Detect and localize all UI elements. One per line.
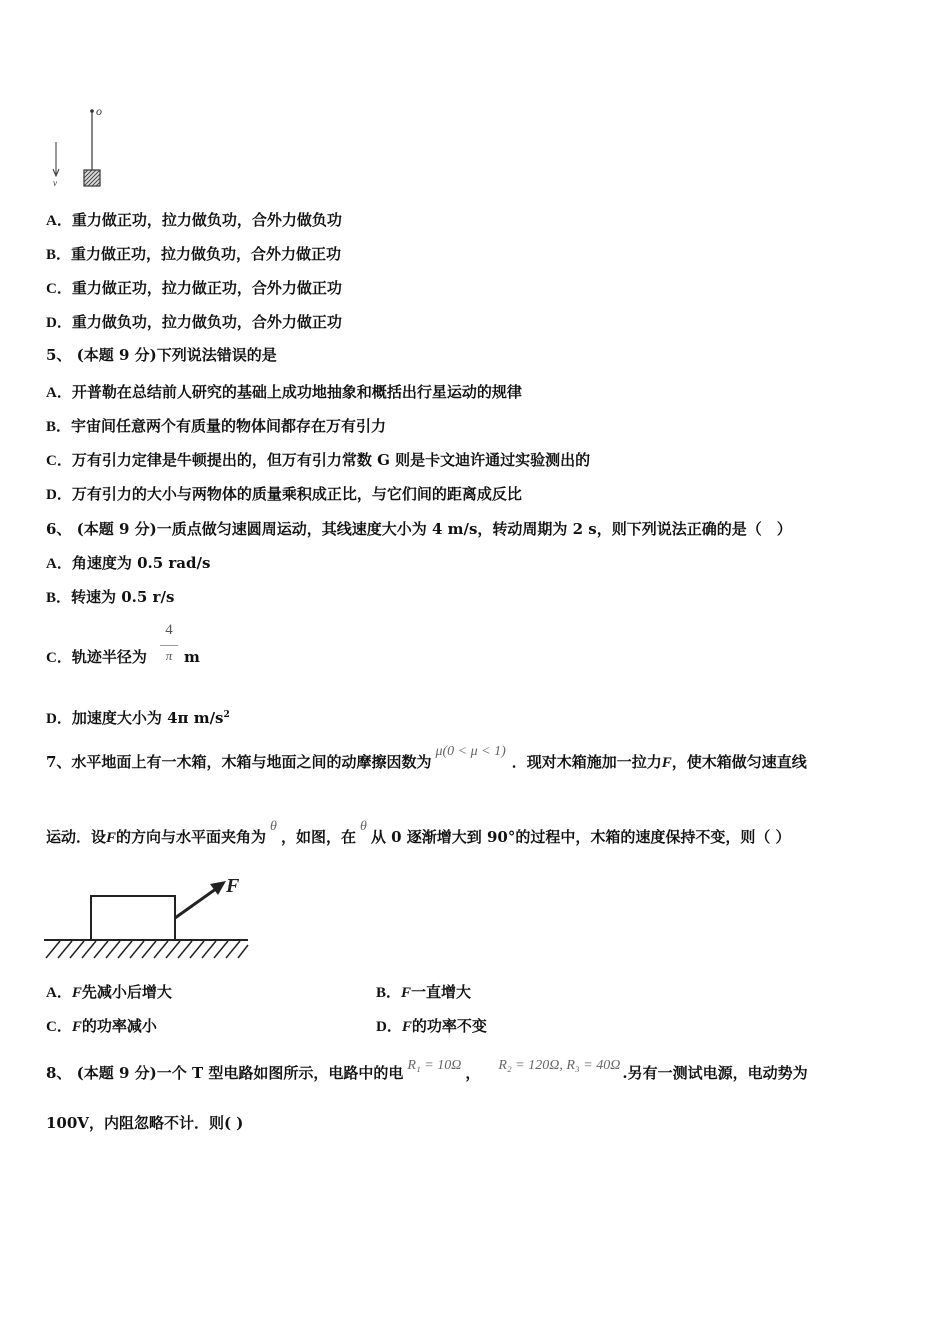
- q6-stem: 6、 (本题 9 分)一质点做匀速圆周运动，其线速度大小为 4 m/s，转动周期为 2 s，则下列说法正确的是（ ）: [46, 520, 792, 538]
- q7-option-c[interactable]: C．F的功率减小: [46, 1017, 157, 1035]
- pivot-label: o: [96, 104, 102, 118]
- q7-option-b[interactable]: B．F一直增大: [376, 983, 472, 1001]
- radius-fraction-bar: [160, 645, 178, 646]
- force-label: F: [226, 875, 240, 897]
- q4-option-a[interactable]: A．重力做正功，拉力做负功，合外力做负功: [46, 211, 342, 229]
- q6-option-b[interactable]: B．转速为 0.5 r/s: [46, 588, 175, 606]
- velocity-label: v: [53, 178, 57, 188]
- resistor-r2-r3-values: R₂ = 120Ω, R₃ = 40Ω: [498, 1058, 621, 1073]
- q6-option-a[interactable]: A．角速度为 0.5 rad/s: [46, 554, 211, 572]
- force-arrow: [175, 886, 220, 918]
- q7-option-a[interactable]: A．F先减小后增大: [46, 983, 172, 1001]
- q5-stem: 5、 (本题 9 分)下列说法错误的是: [46, 346, 277, 364]
- ground-hatching: [46, 941, 248, 958]
- q5-option-c[interactable]: C．万有引力定律是牛顿提出的，但万有引力常数 G 则是卡文迪许通过实验测出的: [46, 451, 591, 469]
- pendulum-figure: [48, 102, 118, 192]
- resistor-r1-value: R₁ = 10Ω: [407, 1058, 462, 1073]
- q6-option-d[interactable]: D．加速度大小为 4π $m/s^2$: [46, 709, 230, 727]
- q7-stem-line1: 7、水平地面上有一木箱，木箱与地面之间的动摩擦因数为μ(0 < μ < 1)．现对木箱施加一拉力F，使木箱做匀速直线: [46, 744, 807, 771]
- q5-option-b[interactable]: B．宇宙间任意两个有质量的物体间都存在万有引力: [46, 417, 387, 435]
- q5-option-a[interactable]: A．开普勒在总结前人研究的基础上成功地抽象和概括出行星运动的规律: [46, 383, 522, 401]
- q8-stem-line1: 8、 (本题 9 分)一个 T 型电路如图所示，电路中的电 R₁ = 10Ω ， R₂ = 120Ω, R₃ = 40Ω .另有一测试电源，电动势为: [46, 1058, 808, 1082]
- friction-coefficient-expr: μ(0 < μ < 1): [435, 744, 506, 759]
- q7-stem-line2: 运动．设F的方向与水平面夹角为θ，如图，在θ从 0 逐渐增大到 90°的过程中，木箱的速度保持不变，则（ ）: [46, 819, 791, 846]
- theta-symbol-2: θ: [359, 819, 367, 834]
- wooden-box: [91, 896, 175, 940]
- q7-option-d[interactable]: D．F的功率不变: [376, 1017, 487, 1035]
- radius-fraction-numerator: 4: [165, 622, 173, 638]
- q5-option-d[interactable]: D．万有引力的大小与两物体的质量乘积成正比，与它们间的距离成反比: [46, 485, 522, 503]
- q6-option-c[interactable]: C．轨迹半径为: [46, 648, 147, 666]
- radius-fraction-denominator: π: [165, 648, 173, 663]
- q8-stem-line2: 100V，内阻忽略不计．则( ): [46, 1114, 244, 1132]
- radius-unit: m: [184, 648, 200, 666]
- box-force-figure: [44, 872, 254, 964]
- q4-option-d[interactable]: D．重力做负功，拉力做负功，合外力做正功: [46, 313, 342, 331]
- q4-option-c[interactable]: C．重力做正功，拉力做正功，合外力做正功: [46, 279, 342, 297]
- q4-option-b[interactable]: B．重力做正功，拉力做负功，合外力做正功: [46, 245, 342, 263]
- theta-symbol: θ: [270, 819, 277, 834]
